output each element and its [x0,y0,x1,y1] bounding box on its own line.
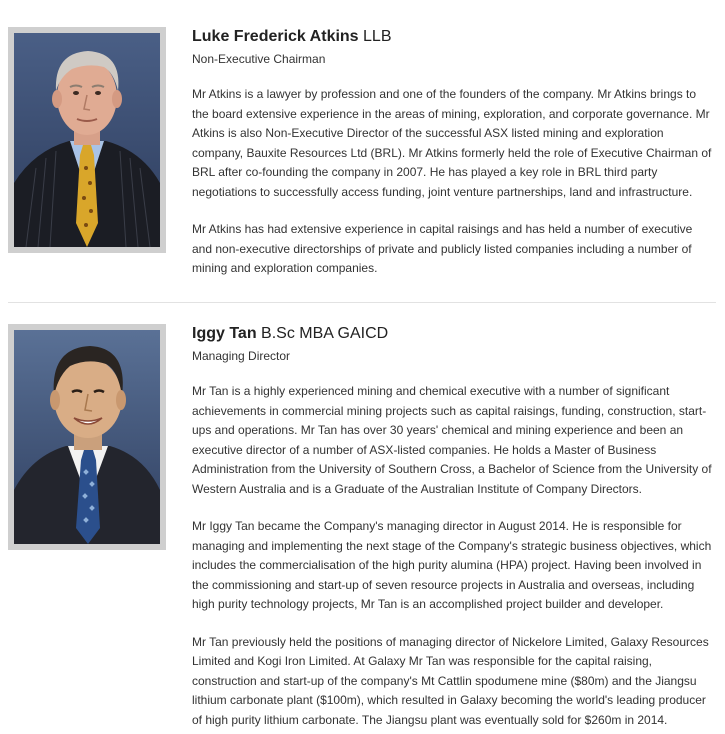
profile-name: Luke Frederick Atkins [192,28,359,45]
portrait-frame [8,324,166,550]
profile-bio [192,85,714,279]
profile-heading [192,324,714,344]
profile-text [192,27,714,279]
person-portrait-icon [14,330,160,544]
profile-credentials: LLB [363,28,392,45]
profile-bio [192,382,714,730]
profile-credentials: B.Sc MBA GAICD [261,325,389,342]
section-divider [8,302,716,303]
portrait-photo [14,330,160,544]
bio-paragraph: Mr Tan previously held the positions of managing director of Nickelore Limited, Galaxy Resources Limited and Kogi Iron Limited. At Galaxy Mr Tan was responsible for the capital raising, construction and start-up of the company's Mt Cattlin spodumene mine ($80m) and the Jiangsu lithium carbonate plant ($100m), which resulted in Galaxy becoming the world's leading producer of high purity lithium carbonate. The Jiangsu plant was eventually sold for $260m in 2014. [192,634,709,727]
profile-role: Managing Director [192,349,291,363]
profile-role: Non-Executive Chairman [192,52,326,66]
portrait-frame [8,27,166,253]
person-portrait-icon [14,33,160,247]
portrait-photo [14,33,160,247]
bio-paragraph: Mr Iggy Tan became the Company's managing director in August 2014. He is responsible for managing and implementing the next stage of the Company's strategic business objectives, which includes the commercialisation of the high purity alumina (HPA) project. Having been involved in the commissioning and start-up of seven resource projects in Australia and overseas, including high purity technology projects, Mr Tan is an accomplished project builder and developer. [192,519,712,611]
bio-paragraph: Mr Atkins is a lawyer by profession and one of the founders of the company. Mr Atkins brings to the board extensive experience in the areas of mining, exploration, and corporate governance. Mr Atkins is also Non-Executive Director of the successful ASX listed mining and exploration company, Bauxite Resources Ltd (BRL). Mr Atkins formerly held the role of Executive Chairman of BRL after co-founding the company in 2007. He has played a key role in BRL third party negotiations to successfully access funding, joint venture partnerships, land and infrastructure. [192,87,712,199]
profile-name: Iggy Tan [192,325,257,342]
bio-paragraph: Mr Atkins has had extensive experience in capital raisings and has held a number of executive and non-executive directorships of private and publicly listed companies including a number of mining and exploration companies. [192,222,693,275]
bio-paragraph: Mr Tan is a highly experienced mining and chemical executive with a number of significant achievements in commercial mining projects such as capital raisings, funding, construction, start-ups and operations. Mr Tan has over 30 years' chemical and mining experience and been an executive director of a number of ASX-listed companies. He holds a Master of Business Administration from the University of Southern Cross, a Bachelor of Science from the University of Western Australia and is a Graduate of the Australian Institute of Company Directors. [192,384,712,496]
profile-heading [192,27,714,47]
profile-text [192,324,714,730]
